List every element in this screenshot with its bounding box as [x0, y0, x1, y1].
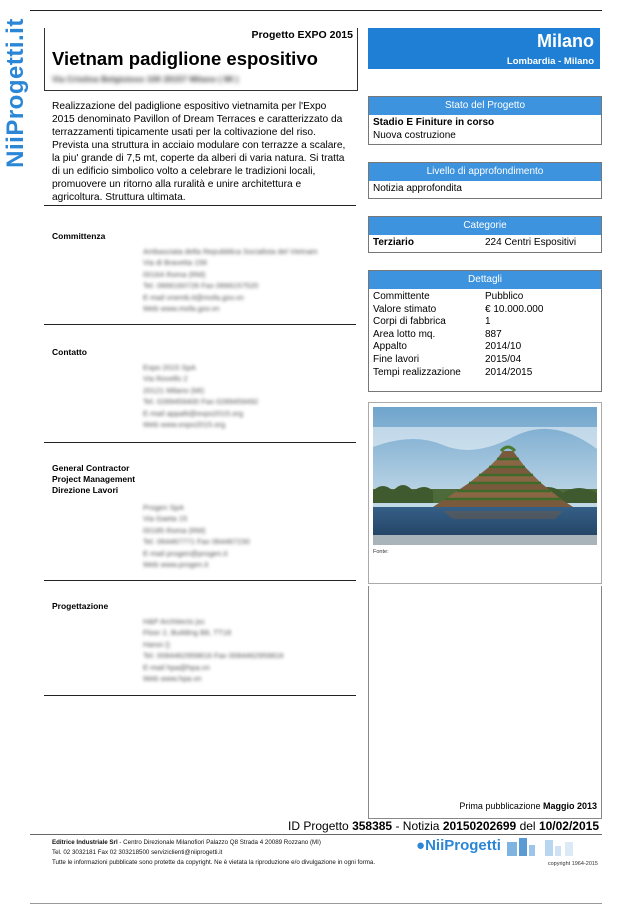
detail-line: 20121 Milano (MI): [143, 385, 205, 395]
dettagli-row: [373, 341, 597, 354]
detail-line: Progen SpA: [143, 503, 184, 512]
photo-caption: Fonte:: [373, 549, 389, 555]
section-divider: [44, 580, 356, 581]
dettagli-key: Appalto: [373, 341, 407, 353]
del-label: del: [519, 819, 536, 833]
footer-company: Editrice Industriale Srl: [52, 839, 118, 846]
categorie-header: Categorie: [369, 217, 601, 235]
logo-text: NiiProgetti: [425, 836, 501, 854]
detail-line: Tel. 0084462959816 Fax 0084462959816: [143, 651, 284, 661]
dettagli-value: 2014/10: [485, 341, 522, 353]
location-box: [368, 28, 600, 69]
dettagli-row: [373, 291, 597, 304]
dettagli-key: Valore stimato: [373, 303, 437, 315]
stato-type: Nuova costruzione: [373, 129, 456, 141]
empty-panel: [368, 586, 602, 819]
dettagli-row: [373, 367, 597, 380]
dettagli-key: Corpi di fabbrica: [373, 316, 446, 328]
footer-address: - Centro Direzionale Milanofiori Palazzo Q8 Strada 4 20089 Rozzano (MI): [117, 839, 321, 846]
section-divider: [44, 324, 356, 325]
dettagli-value: € 10.000.000: [485, 303, 544, 315]
dettagli-value: 887: [485, 328, 502, 340]
dettagli-row: [373, 354, 597, 367]
section-divider: [44, 442, 356, 443]
dettagli-row: [373, 329, 597, 342]
city-name: Milano: [537, 31, 594, 51]
footer-contacts: Tel. 02 3032181 Fax 02 303218500 serviziclienti@niiprogetti.it: [52, 848, 223, 856]
detail-line: Via di Bravetta 156: [143, 258, 208, 268]
dettagli-key: Fine lavori: [373, 353, 420, 365]
categorie-panel: [368, 216, 602, 253]
brand-logo: NiiProgetti.it: [2, 18, 29, 168]
categorie-key: Terziario: [373, 237, 414, 248]
notizia-id: 20150202699: [442, 819, 517, 833]
footer-copyright-note: Tutte le informazioni pubblicate sono protette da copyright. Ne è vietata la riproduzione e/o divulgazione in ogni forma.: [52, 858, 376, 866]
detail-line: Web www.mofa.gov.vn: [143, 303, 220, 313]
title-box: [44, 28, 358, 91]
detail-line: Expo 2015 SpA: [143, 363, 196, 372]
dettagli-header: Dettagli: [369, 271, 601, 289]
livello-header: Livello di approfondimento: [369, 163, 601, 181]
dettagli-row: [373, 316, 597, 329]
detail-line: H&P Architects jsc: [143, 617, 205, 626]
project-photo: [368, 402, 602, 584]
stato-header: Stato del Progetto: [369, 97, 601, 115]
notizia-date: 10/02/2015: [538, 819, 599, 833]
dettagli-key: Committente: [373, 291, 430, 302]
copyright: copyright 1964-2015: [547, 861, 598, 867]
direzione-lavori-text: Direzione Lavori: [52, 485, 119, 495]
prima-label: Prima pubblicazione: [459, 801, 541, 811]
detail-line: Tel. 0289459400 Fax 0289459492: [143, 397, 259, 407]
detail-line: E-mail hpa@hpa.vn: [143, 662, 210, 672]
prima-pubblicazione: [459, 801, 597, 811]
livello-value: Notizia approfondita: [373, 183, 462, 194]
logo-star-icon: ●: [416, 836, 426, 854]
general-details: [143, 502, 250, 570]
region-name: Lombardia - Milano: [506, 56, 594, 67]
notizia-label: - Notizia: [395, 819, 440, 833]
contatto-details: [143, 362, 258, 430]
page-title: Vietnam padiglione espositivo: [52, 48, 318, 69]
id-label: ID Progetto: [288, 819, 349, 833]
top-rule: [30, 10, 602, 11]
dettagli-row: [373, 304, 597, 317]
stato-panel: [368, 96, 602, 145]
dettagli-key: Tempi realizzazione: [373, 366, 461, 378]
dettagli-key: Area lotto mq.: [373, 328, 436, 340]
detail-line: E-mail appalti@expo2015.org: [143, 408, 244, 418]
section-divider: [44, 205, 356, 206]
section-divider: [44, 695, 356, 696]
detail-line: Via Rovello 2: [143, 374, 188, 384]
id-line: [288, 819, 599, 833]
general-contractor-text: General Contractor: [52, 463, 130, 473]
dettagli-value: 1: [485, 316, 491, 328]
detail-line: E-mail vnemb.it@mofa.gov.vn: [143, 292, 244, 302]
dettagli-panel: [368, 270, 602, 392]
detail-line: Web www.hpa.vn: [143, 673, 202, 683]
bottom-rule: [30, 903, 602, 904]
dettagli-value: 2014/2015: [485, 366, 533, 378]
progettazione-label: Progettazione: [52, 601, 109, 611]
categorie-value: 224 Centri Espositivi: [485, 237, 577, 248]
contatto-label: Contatto: [52, 347, 87, 357]
detail-line: Via Gaeta 15: [143, 514, 188, 524]
project-address: Via Cristina Belgioioso 100 20157 Milano ( MI ): [52, 74, 239, 84]
detail-line: 00185 Roma (RM): [143, 525, 206, 535]
detail-line: Web www.expo2015.org: [143, 419, 226, 429]
stato-stage: Stadio E Finiture in corso: [373, 117, 495, 128]
livello-panel: [368, 162, 602, 199]
niiprogetti-logo: [416, 836, 585, 856]
detail-line: Web www.progen.it: [143, 559, 209, 569]
pavilion-image: [373, 407, 597, 545]
dettagli-value: 2015/04: [485, 353, 522, 365]
detail-line: Ambasciata della Repubblica Socialista del Vietnam: [143, 247, 318, 256]
dettagli-value: Pubblico: [485, 291, 524, 302]
footer: [52, 838, 375, 867]
detail-line: 00164 Roma (RM): [143, 269, 206, 279]
general-contractor-label: [52, 463, 135, 496]
committenza-details: [143, 246, 318, 314]
project-tag: Progetto EXPO 2015: [251, 29, 353, 41]
detail-line: Hanoi (): [143, 639, 171, 649]
detail-line: Tel. 0666160726 Fax 0666157520: [143, 281, 259, 291]
project-description: Realizzazione del padiglione espositivo vietnamita per l'Expo 2015 denominato Pavillon of Dream Terraces e caratterizzato da terrazzamenti tipicamente usati per la coltivazione del riso. Prevista una struttura in acciaio modulare con terrazze a scalare, la piu' grande di 7,5 mt, coperte da alberi di varia natura. Si tratta di un edificio simbolico volto a celebrare le tradizioni locali, promuovere un ritorno alla ruralità e unire architettura e agricoltura. Struttura ultimata.: [52, 101, 346, 203]
committenza-label: Committenza: [52, 231, 106, 241]
progettazione-details: [143, 616, 284, 684]
prima-value: Maggio 2013: [542, 801, 597, 811]
detail-line: Floor 2, Building B8, TT18: [143, 628, 232, 638]
detail-line: Tel. 064467771 Fax 064467230: [143, 537, 250, 547]
footer-rule: [30, 834, 602, 835]
project-id: 358385: [352, 819, 393, 833]
logo-buildings-icon: [505, 836, 585, 856]
project-management-text: Project Management: [52, 474, 136, 484]
detail-line: E-mail progen@progen.it: [143, 548, 228, 558]
